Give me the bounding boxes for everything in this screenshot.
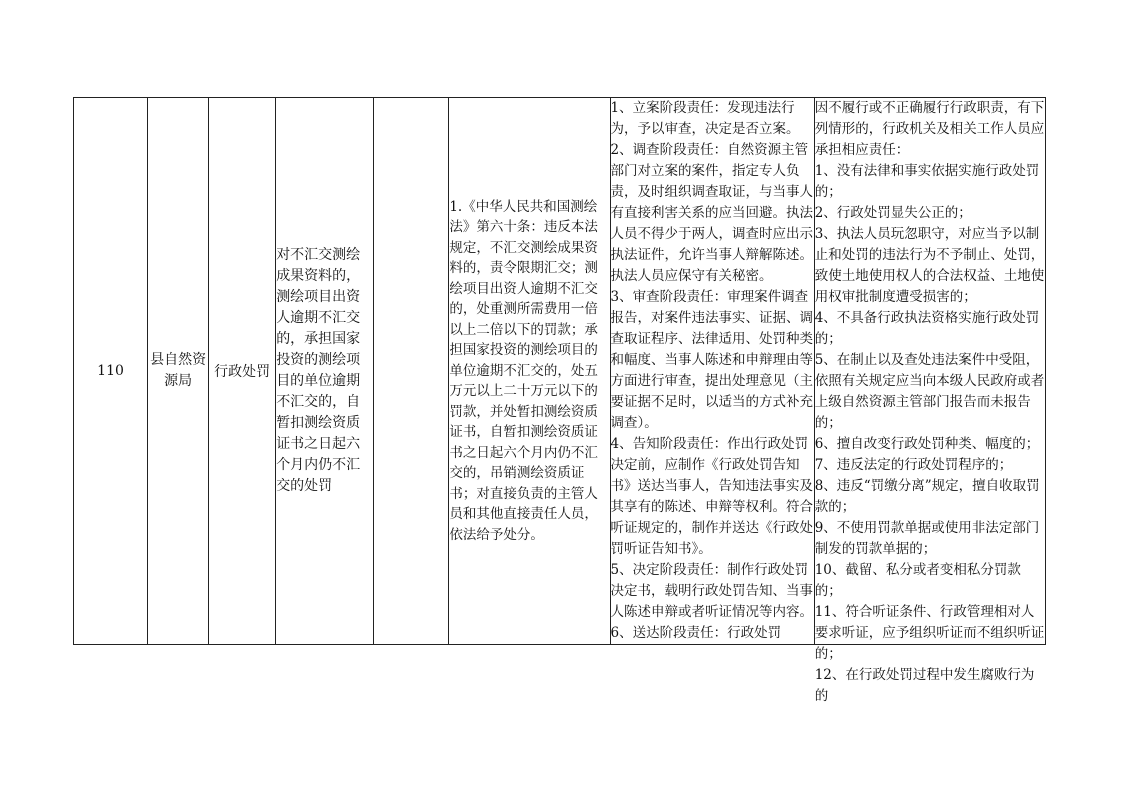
responsibility-item: 2、调查阶段责任：自然资源主管部门对立案的案件，指定专人负责，及时组织调查取证，与当事人有直接利害关系的应当回避。执法人员不得少于两人，调查时应出示执法证件，允许当事人辩解陈述。执法人员应保守有关秘密。 [610,142,813,284]
power-list-table [73,97,1046,704]
power-item-cell: 对不汇交测绘成果资料的，测绘项目出资人逾期不汇交的，承担国家投资的测绘项目的单位逾期不汇交的，自暂扣测绘资质证书之日起六个月内仍不汇交的处罚 [276,98,374,645]
accountability-item: 6、擅自改变行政处罚种类、幅度的； [814,436,1040,452]
responsibility-item: 4、告知阶段责任：作出行政处罚决定前，应制作《行政处罚告知书》送达当事人，告知违法事实及其享有的陈述、申辩等权利。符合听证规定的，制作并送达《行政处罚听证告知书》。 [610,436,813,557]
accountability-item: 因不履行或不正确履行行政职责，有下列情形的，行政机关及相关工作人员应承担相应责任： [814,100,1045,158]
empty-cell [374,98,449,645]
accountability-item: 1、没有法律和事实依据实施行政处罚的； [814,163,1040,200]
responsibility-cell [610,98,814,645]
department-cell: 县自然资源局 [148,98,209,645]
accountability-list [814,98,1045,704]
accountability-item: 11、符合听证条件、行政管理相对人要求听证，应予组织听证而不组织听证的； [814,604,1045,662]
accountability-item: 8、违反“罚缴分离”规定，擅自收取罚款的； [814,478,1040,515]
accountability-cell [814,98,1045,704]
responsibility-item: 1、立案阶段责任：发现违法行为，予以审查，决定是否立案。 [610,100,800,137]
accountability-item: 7、违反法定的行政处罚程序的； [814,457,1013,473]
table-row [74,98,1046,645]
legal-basis-cell: 1.《中华人民共和国测绘法》第六十条：违反本法规定，不汇交测绘成果资料的，责令限期汇交；测绘项目出资人逾期不汇交的，处重测所需费用一倍以上二倍以下的罚款；承担国家投资的测绘项目的单位逾期不汇交的，处五万元以上二十万元以下的罚款，并处暂扣测绘资质证书，自暂扣测绘资质证书之日起六个月内仍不汇交的，吊销测绘资质证书；对直接负责的主管人员和其他直接责任人员，依法给予处分。 [449,98,610,645]
power-type-cell: 行政处罚 [209,98,276,645]
responsibility-item: 5、决定阶段责任：制作行政处罚决定书，载明行政处罚告知、当事人陈述申辩或者听证情况等内容。 [610,562,813,620]
accountability-item: 3、执法人员玩忽职守，对应当予以制止和处罚的违法行为不予制止、处罚，致使土地使用权人的合法权益、土地使用权审批制度遭受损害的； [814,226,1045,305]
responsibility-list [611,98,814,644]
row-number: 110 [74,98,148,645]
accountability-item: 4、不具备行政执法资格实施行政处罚的； [814,310,1040,347]
accountability-item: 5、在制止以及查处违法案件中受阻，依照有关规定应当向本级人民政府或者上级自然资源主管部门报告而未报告的； [814,352,1045,431]
responsibility-item: 3、审查阶段责任：审理案件调查报告，对案件违法事实、证据、调查取证程序、法律适用、处罚种类和幅度、当事人陈述和申辩理由等方面进行审查，提出处理意见（主要证据不足时，以适当的方式补充调查）。 [610,289,813,431]
accountability-item: 12、在行政处罚过程中发生腐败行为的 [814,667,1035,704]
accountability-item: 9、不使用罚款单据或使用非法定部门制发的罚款单据的； [814,520,1040,557]
accountability-item: 10、截留、私分或者变相私分罚款的； [814,562,1021,599]
responsibility-item: 6、送达阶段责任：行政处罚 [610,625,782,641]
accountability-item: 2、行政处罚显失公正的； [814,205,972,221]
